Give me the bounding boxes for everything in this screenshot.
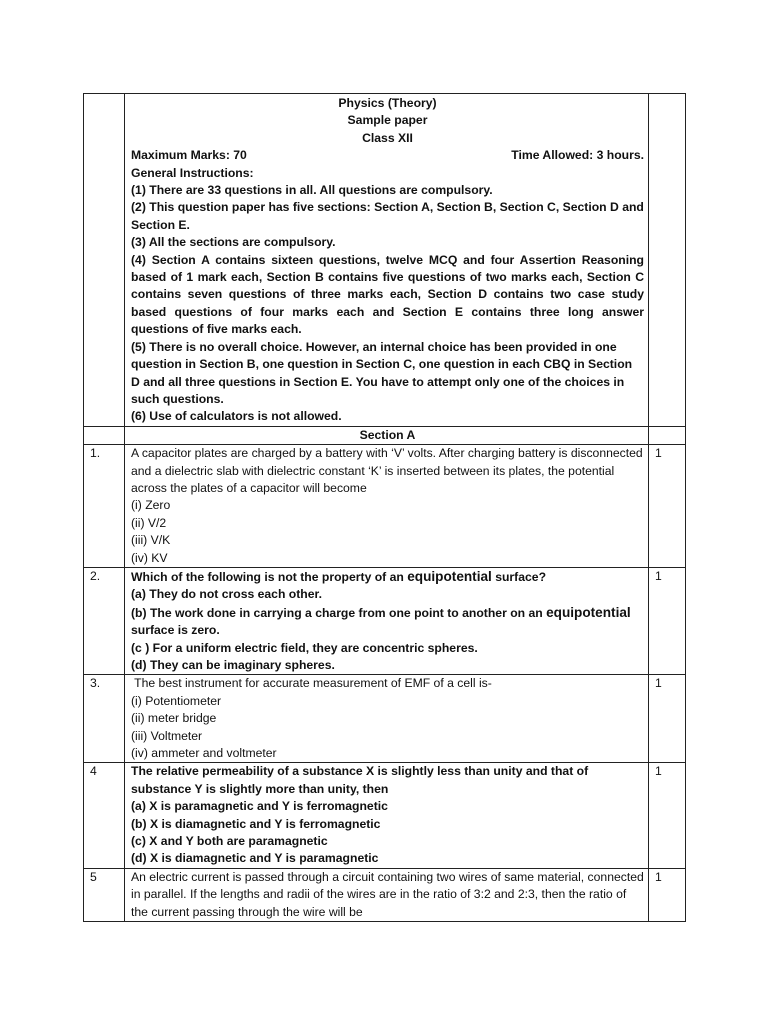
- question-content: [125, 763, 649, 868]
- option-c: (c) X and Y both are paramagnetic: [131, 834, 328, 849]
- question-number: 3.: [84, 675, 125, 763]
- instruction-3: (3) All the sections are compulsory.: [131, 235, 336, 250]
- instruction-2: (2) This question paper has five sections: Section A, Section B, Section C, Section D and Section E.: [131, 200, 644, 232]
- option-4: (iv) KV: [131, 550, 168, 565]
- option-d: (d) They can be imaginary spheres.: [131, 658, 335, 672]
- question-row: [84, 868, 686, 921]
- question-content: [125, 675, 649, 763]
- time-allowed: Time Allowed: 3 hours.: [511, 148, 644, 163]
- question-marks: 1: [649, 675, 686, 763]
- option-c: (c ) For a uniform electric field, they are concentric spheres.: [131, 640, 478, 655]
- question-row: [84, 675, 686, 763]
- section-a-title: Section A: [125, 426, 649, 444]
- marks-time-row: [131, 147, 644, 164]
- instruction-5: (5) There is no overall choice. However, an internal choice has been provided in one question in Section B, one question in Section C, one question in each CBQ in Section D and all three questions in Section E. You have to attempt only one of the choices in such questions.: [131, 339, 633, 406]
- header-row: [84, 94, 686, 427]
- option-b: [131, 604, 644, 640]
- header-content-cell: [125, 94, 649, 427]
- section-a-row: [84, 426, 686, 444]
- question-text: The best instrument for accurate measurement of EMF of a cell is-: [131, 676, 492, 691]
- option-2: (ii) V/2: [131, 515, 167, 530]
- max-marks: Maximum Marks: 70: [131, 148, 247, 163]
- option-d: (d) X is diamagnetic and Y is paramagnetic: [131, 851, 379, 866]
- option-4: (iv) ammeter and voltmeter: [131, 746, 277, 761]
- header-number-cell: [84, 94, 125, 427]
- option-3: (iii) Voltmeter: [131, 728, 203, 743]
- instruction-1: (1) There are 33 questions in all. All questions are compulsory.: [131, 183, 493, 198]
- question-marks: 1: [649, 868, 686, 921]
- option-3: (iii) V/K: [131, 533, 171, 548]
- general-instructions-title: General Instructions:: [131, 165, 254, 180]
- instruction-6: (6) Use of calculators is not allowed.: [131, 409, 342, 424]
- question-content: [125, 445, 649, 568]
- paper-type: Sample paper: [347, 113, 428, 128]
- instruction-4: (4) Section A contains sixteen questions, twelve MCQ and four Assertion Reasoning based of 1 mark each, Section B contains five questions of two marks each, Section C contains seven questions of three marks each, Section D contains two case study based questions of four marks each and Section E contains three long answer questions of five marks each.: [131, 252, 644, 337]
- question-marks: 1: [649, 445, 686, 568]
- question-marks: 1: [649, 763, 686, 868]
- question-content: [125, 567, 649, 674]
- section-a-number-cell: [84, 426, 125, 444]
- option-2: (ii) meter bridge: [131, 711, 217, 726]
- question-row: [84, 763, 686, 868]
- header-marks-cell: [649, 94, 686, 427]
- question-number: 5: [84, 868, 125, 921]
- question-text: A capacitor plates are charged by a battery with ‘V’ volts. After charging battery is disconnected and a dielectric slab with dielectric constant ‘K’ is inserted between its plates, the potential across the plates of a capacitor will become: [131, 446, 643, 495]
- question-text: [131, 568, 644, 586]
- question-number: 2.: [84, 567, 125, 674]
- question-text-emphasis: equipotential: [407, 568, 492, 584]
- option-a: (a) They do not cross each other.: [131, 587, 322, 602]
- question-row: [84, 567, 686, 674]
- question-text: An electric current is passed through a circuit containing two wires of same material, connected in parallel. If the lengths and radii of the wires are in the ratio of 3:2 and 2:3, then the ratio of the current passing through the wire will be: [131, 869, 644, 919]
- section-a-marks-cell: [649, 426, 686, 444]
- option-b-part: (b) The work done in carrying a charge from one point to another on an: [131, 605, 547, 620]
- question-content: [125, 868, 649, 921]
- class-label: Class XII: [362, 130, 413, 145]
- option-b: (b) X is diamagnetic and Y is ferromagnetic: [131, 816, 381, 831]
- subject-title: Physics (Theory): [338, 96, 437, 110]
- option-b-part: surface is zero.: [131, 623, 220, 638]
- question-marks: 1: [649, 567, 686, 674]
- option-a: (a) X is paramagnetic and Y is ferromagnetic: [131, 799, 388, 814]
- question-number: 4: [84, 763, 125, 868]
- question-text-part: surface?: [491, 569, 547, 584]
- question-paper-table: [83, 93, 686, 922]
- question-row: [84, 445, 686, 568]
- question-text: The relative permeability of a substance X is slightly less than unity and that of substance Y is slightly more than unity, then: [131, 764, 589, 796]
- option-1: (i) Zero: [131, 498, 171, 513]
- option-1: (i) Potentiometer: [131, 693, 222, 708]
- option-b-emphasis: equipotential: [546, 604, 631, 620]
- question-number: 1.: [84, 445, 125, 568]
- question-text-part: Which of the following is not the property of an: [131, 569, 408, 584]
